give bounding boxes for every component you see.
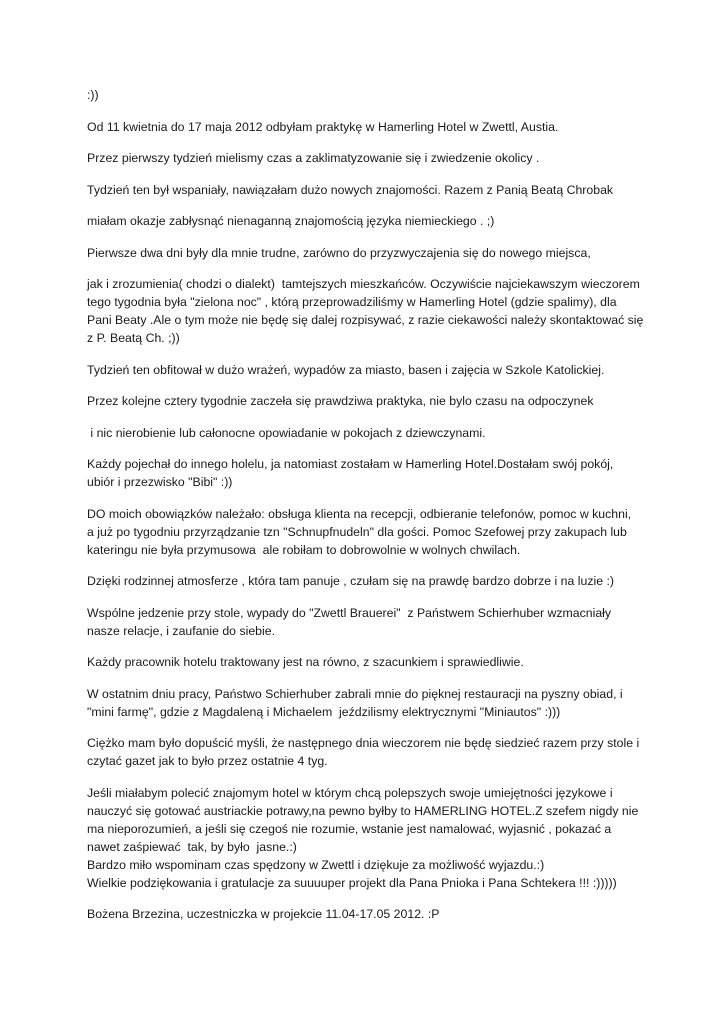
paragraph bbox=[87, 734, 647, 770]
text-line: Tydzień ten był wspaniały, nawiązałam dużo nowych znajomości. Razem z Panią Beatą Chrobak bbox=[87, 182, 614, 197]
paragraph bbox=[87, 361, 647, 379]
text-line: jak i zrozumienia( chodzi o dialekt) tamtejszych mieszkańców. Oczywiście najciekawszym wieczorem bbox=[87, 277, 640, 291]
paragraph bbox=[87, 424, 647, 442]
text-line: Wielkie podziękowania i gratulacje za suuuuper projekt dla Pana Pnioka i Pana Schtekera !!! :))))) bbox=[87, 875, 617, 890]
paragraph bbox=[87, 118, 647, 136]
text-line: Tydzień ten obfitował w dużo wrażeń, wypadów za miasto, basen i zajęcia w Szkole Katolickiej. bbox=[87, 362, 605, 377]
text-line: kateringu nie była przymusowa ale robiłam to dobrowolnie w wolnych chwilach. bbox=[87, 542, 521, 557]
text-line: ma nieporozumień, a jeśli się czegoś nie rozumie, wstanie jest namalować, wyjasnić , pokazać a bbox=[87, 821, 612, 836]
text-line: DO moich obowiązków należało: obsługa klienta na recepcji, odbieranie telefonów, pomoc w kuchni, bbox=[87, 506, 632, 521]
paragraph bbox=[87, 604, 647, 640]
text-line: Każdy pracownik hotelu traktowany jest na równo, z szacunkiem i sprawiedliwie. bbox=[87, 655, 524, 669]
text-line: Bożena Brzezina, uczestniczka w projekcie 11.04-17.05 2012. :P bbox=[87, 907, 440, 921]
text-line: ubiór i przezwisko "Bibi" :)) bbox=[87, 475, 233, 489]
paragraph bbox=[87, 212, 647, 230]
text-line: nauczyć się gotować austriackie potrawy,na pewno byłby to HAMERLING HOTEL.Z szefem nigdy nie bbox=[87, 803, 639, 818]
text-line: nasze relacje, i zaufanie do siebie. bbox=[87, 623, 275, 638]
text-line: Bardzo miło wspominam czas spędzony w Zwettl i dziękuje za możliwość wyjazdu.:) bbox=[87, 857, 545, 872]
text-line: i nic nierobienie lub całonocne opowiadanie w pokojach z dziewczynami. bbox=[87, 425, 486, 440]
text-line: Od 11 kwietnia do 17 maja 2012 odbyłam praktykę w Hamerling Hotel w Zwettl, Austia. bbox=[87, 119, 559, 134]
paragraph bbox=[87, 392, 647, 410]
paragraph bbox=[87, 505, 647, 559]
paragraph bbox=[87, 275, 647, 347]
text-line: z P. Beatą Ch. ;)) bbox=[87, 331, 180, 345]
paragraph bbox=[87, 455, 647, 491]
text-line: Wspólne jedzenie przy stole, wypady do "Zwettl Brauerei" z Państwem Schierhuber wzmacniały bbox=[87, 605, 612, 620]
text-line: nawet zaśpiewać tak, by było jasne.:) bbox=[87, 839, 297, 854]
paragraph bbox=[87, 685, 647, 721]
text-line: Ciężko mam było dopuścić myśli, że następnego dnia wieczorem nie będę siedzieć razem przy stole i bbox=[87, 736, 640, 750]
document-body bbox=[87, 86, 647, 937]
paragraph bbox=[87, 653, 647, 671]
text-line: Dzięki rodzinnej atmosferze , która tam panuje , czułam się na prawdę bardzo dobrze i na luzie :) bbox=[87, 574, 614, 588]
text-line: tego tygodnia była "zielona noc" , którą przeprowadziliśmy w Hamerling Hotel (gdzie spalimy), dla bbox=[87, 295, 617, 309]
text-line: "mini farmę", gdzie z Magdaleną i Michaelem jeździlismy elektrycznymi "Miniautos" :))) bbox=[87, 704, 561, 719]
text-line: czytać gazet jak to było przez ostatnie 4 tyg. bbox=[87, 754, 328, 768]
paragraph bbox=[87, 905, 647, 923]
paragraph bbox=[87, 244, 647, 262]
text-line: :)) bbox=[87, 88, 99, 102]
text-line: Przez kolejne cztery tygodnie zaczeła się prawdziwa praktyka, nie bylo czasu na odpoczynek bbox=[87, 394, 594, 408]
text-line: W ostatnim dniu pracy, Państwo Schierhuber zabrali mnie do pięknej restauracji na pyszny obiad, i bbox=[87, 686, 623, 701]
paragraph bbox=[87, 149, 647, 167]
paragraph bbox=[87, 181, 647, 199]
text-line: Jeśli miałabym polecić znajomym hotel w którym chcą polepszych swoje umiejętności językowe i bbox=[87, 785, 613, 800]
text-line: a już po tygodniu przyrządzanie tzn "Schnupfnudeln" dla gości. Pomoc Szefowej przy zakupach lub bbox=[87, 524, 627, 539]
paragraph bbox=[87, 572, 647, 590]
text-line: Pani Beaty .Ale o tym może nie będę się dalej rozpisywać, z razie ciekawości należy skontaktować się bbox=[87, 313, 644, 327]
text-line: Przez pierwszy tydzień mielismy czas a zaklimatyzowanie się i zwiedzenie okolicy . bbox=[87, 151, 540, 165]
text-line: Każdy pojechał do innego holelu, ja natomiast zostałam w Hamerling Hotel.Dostałam swój pokój, bbox=[87, 457, 614, 471]
text-line: Pierwsze dwa dni były dla mnie trudne, zarówno do przyzwyczajenia się do nowego miejsca, bbox=[87, 245, 591, 260]
text-line: miałam okazje zabłysnąć nienaganną znajomością języka niemieckiego . ;) bbox=[87, 214, 495, 228]
paragraph bbox=[87, 784, 647, 892]
paragraph bbox=[87, 86, 647, 104]
